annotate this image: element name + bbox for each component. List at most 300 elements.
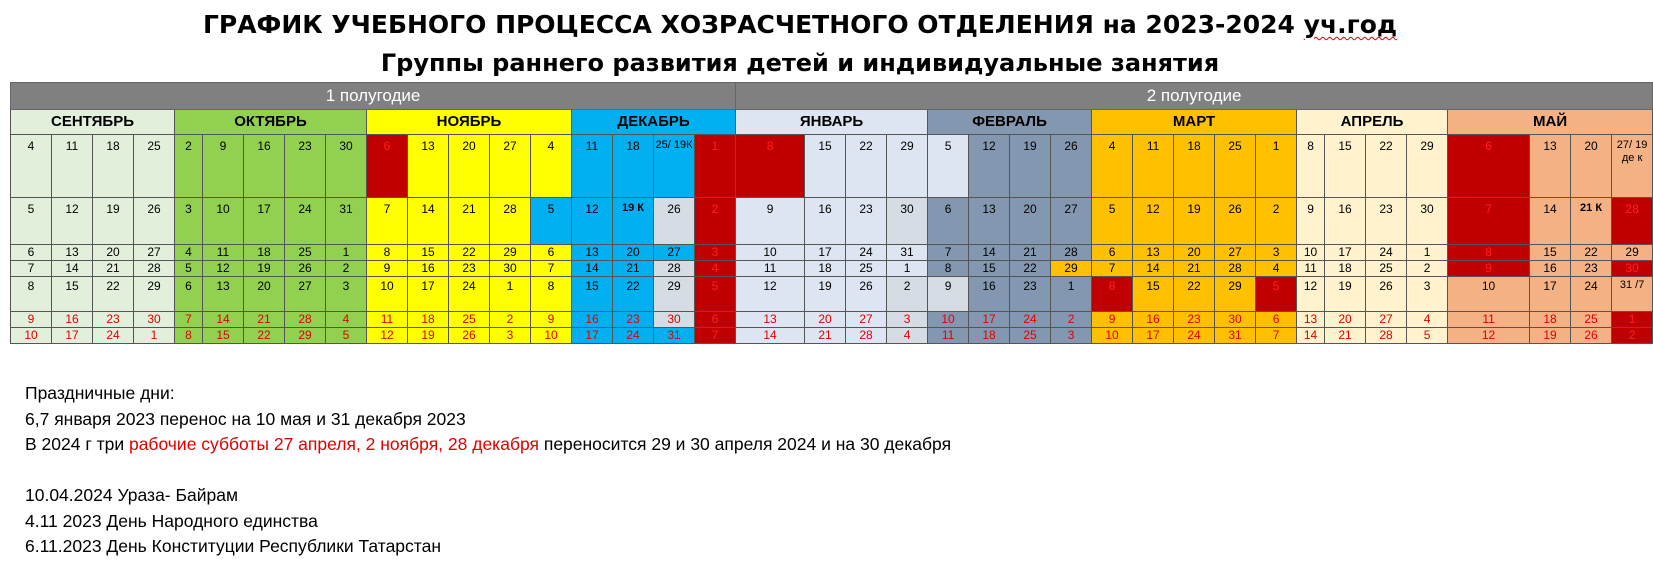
day-cell: 1 <box>887 261 928 277</box>
week-row <box>11 261 1653 277</box>
day-cell: 18 <box>969 328 1010 344</box>
day-cell: 2 <box>695 198 736 245</box>
day-cell: 9 <box>928 277 969 312</box>
day-cell: 8 <box>1448 245 1530 261</box>
day-cell: 18 <box>613 135 654 198</box>
day-cell: 24 <box>846 245 887 261</box>
day-cell: 27 <box>1215 245 1256 261</box>
day-cell: 28 <box>1215 261 1256 277</box>
day-cell: 3 <box>887 312 928 328</box>
day-cell: 17 <box>969 312 1010 328</box>
day-cell: 10 <box>11 328 52 344</box>
notes-spacer <box>25 458 951 484</box>
day-cell: 7 <box>367 198 408 245</box>
day-cell: 22 <box>449 245 490 261</box>
day-cell: 23 <box>846 198 887 245</box>
day-cell: 27/ 19 де к <box>1612 135 1653 198</box>
day-cell: 1 <box>1256 135 1297 198</box>
day-cell: 13 <box>572 245 613 261</box>
day-cell: 22 <box>1174 277 1215 312</box>
day-cell: 23 <box>285 135 326 198</box>
day-cell: 18 <box>805 261 846 277</box>
day-cell: 9 <box>367 261 408 277</box>
day-cell: 26 <box>285 261 326 277</box>
day-cell: 14 <box>736 328 805 344</box>
day-cell: 28 <box>1366 328 1407 344</box>
day-cell: 11 <box>736 261 805 277</box>
day-cell: 9 <box>11 312 52 328</box>
day-cell: 24 <box>1571 277 1612 312</box>
day-cell: 25 <box>449 312 490 328</box>
day-cell: 3 <box>1051 328 1092 344</box>
day-cell: 13 <box>203 277 244 312</box>
day-cell: 14 <box>969 245 1010 261</box>
month-header-dec: ДЕКАБРЬ <box>572 110 736 135</box>
day-cell: 20 <box>613 245 654 261</box>
day-cell: 17 <box>408 277 449 312</box>
day-cell: 11 <box>1133 135 1174 198</box>
day-cell: 13 <box>1297 312 1325 328</box>
month-header-oct: ОКТЯБРЬ <box>175 110 367 135</box>
holidays-notes <box>25 381 951 560</box>
day-cell: 13 <box>969 198 1010 245</box>
day-cell: 13 <box>1530 135 1571 198</box>
day-cell: 29 <box>1051 261 1092 277</box>
day-cell: 30 <box>1215 312 1256 328</box>
day-cell: 23 <box>1010 277 1051 312</box>
day-cell: 13 <box>52 245 93 261</box>
day-cell: 29 <box>490 245 531 261</box>
day-cell: 31 <box>326 198 367 245</box>
day-cell: 20 <box>244 277 285 312</box>
day-cell: 3 <box>326 277 367 312</box>
day-cell: 21 <box>449 198 490 245</box>
day-cell: 25 <box>1215 135 1256 198</box>
day-cell: 16 <box>1530 261 1571 277</box>
day-cell: 9 <box>203 135 244 198</box>
day-cell: 29 <box>134 277 175 312</box>
day-cell: 28 <box>490 198 531 245</box>
day-cell: 15 <box>408 245 449 261</box>
day-cell: 27 <box>490 135 531 198</box>
day-cell: 7 <box>1092 261 1133 277</box>
day-cell: 4 <box>11 135 52 198</box>
day-cell: 30 <box>654 312 695 328</box>
day-cell: 17 <box>572 328 613 344</box>
day-cell: 11 <box>1448 312 1530 328</box>
notes-heading: Праздничные дни: <box>25 383 175 403</box>
day-cell: 21 <box>93 261 134 277</box>
day-cell: 14 <box>1297 328 1325 344</box>
day-cell: 17 <box>805 245 846 261</box>
day-cell: 16 <box>408 261 449 277</box>
day-cell: 20 <box>1571 135 1612 198</box>
day-cell: 18 <box>408 312 449 328</box>
day-cell: 28 <box>1051 245 1092 261</box>
month-header-nov: НОЯБРЬ <box>367 110 572 135</box>
schedule-table <box>10 82 1653 344</box>
day-cell: 15 <box>572 277 613 312</box>
day-cell: 6 <box>928 198 969 245</box>
day-cell: 25 <box>1366 261 1407 277</box>
day-cell: 16 <box>52 312 93 328</box>
day-cell: 29 <box>1612 245 1653 261</box>
day-cell: 1 <box>134 328 175 344</box>
note-line-3: 10.04.2024 Ураза- Байрам <box>25 485 238 505</box>
day-cell: 16 <box>805 198 846 245</box>
day-cell: 22 <box>93 277 134 312</box>
day-cell: 14 <box>572 261 613 277</box>
day-cell: 25 <box>1571 312 1612 328</box>
day-cell: 18 <box>1530 312 1571 328</box>
day-cell: 1 <box>1612 312 1653 328</box>
day-cell: 22 <box>244 328 285 344</box>
day-cell: 3 <box>1407 277 1448 312</box>
day-cell: 23 <box>613 312 654 328</box>
day-cell: 19 <box>1010 135 1051 198</box>
day-cell: 6 <box>1256 312 1297 328</box>
day-cell: 9 <box>1297 198 1325 245</box>
note-line-4: 4.11 2023 День Народного единства <box>25 510 318 531</box>
day-cell: 8 <box>736 135 805 198</box>
day-cell: 23 <box>449 261 490 277</box>
day-cell: 16 <box>572 312 613 328</box>
day-cell: 29 <box>1215 277 1256 312</box>
day-cell: 18 <box>1174 135 1215 198</box>
day-cell: 5 <box>1407 328 1448 344</box>
day-cell: 12 <box>736 277 805 312</box>
page-title <box>0 10 1600 39</box>
day-cell: 24 <box>285 198 326 245</box>
day-cell: 2 <box>1407 261 1448 277</box>
day-cell: 9 <box>1448 261 1530 277</box>
page-subtitle: Группы раннего развития детей и индивидуальные занятия <box>380 49 1220 77</box>
day-cell: 21 <box>1325 328 1366 344</box>
day-cell: 19 <box>1174 198 1215 245</box>
day-cell: 5 <box>695 277 736 312</box>
day-cell: 6 <box>175 277 203 312</box>
day-cell: 4 <box>326 312 367 328</box>
day-cell: 27 <box>134 245 175 261</box>
day-cell: 29 <box>887 135 928 198</box>
day-cell: 27 <box>1051 198 1092 245</box>
day-cell: 15 <box>203 328 244 344</box>
day-cell: 5 <box>928 135 969 198</box>
week-row <box>11 328 1653 344</box>
day-cell: 6 <box>367 135 408 198</box>
week-row <box>11 277 1653 312</box>
day-cell: 25 <box>134 135 175 198</box>
month-header-mar: МАРТ <box>1092 110 1297 135</box>
day-cell: 31 /7 <box>1612 277 1653 312</box>
day-cell: 21 <box>244 312 285 328</box>
day-cell: 8 <box>11 277 52 312</box>
day-cell: 11 <box>928 328 969 344</box>
day-cell: 23 <box>93 312 134 328</box>
week-row <box>11 245 1653 261</box>
day-cell: 18 <box>1325 261 1366 277</box>
day-cell: 26 <box>1215 198 1256 245</box>
day-cell: 13 <box>408 135 449 198</box>
day-cell: 10 <box>1092 328 1133 344</box>
day-cell: 31 <box>654 328 695 344</box>
day-cell: 4 <box>531 135 572 198</box>
day-cell: 26 <box>654 198 695 245</box>
day-cell: 16 <box>1133 312 1174 328</box>
day-cell: 6 <box>11 245 52 261</box>
month-header-feb: ФЕВРАЛЬ <box>928 110 1092 135</box>
day-cell: 30 <box>1407 198 1448 245</box>
day-cell: 15 <box>1133 277 1174 312</box>
day-cell: 8 <box>928 261 969 277</box>
day-cell: 7 <box>175 312 203 328</box>
day-cell: 20 <box>1174 245 1215 261</box>
day-cell: 10 <box>928 312 969 328</box>
day-cell: 13 <box>1133 245 1174 261</box>
day-cell: 30 <box>134 312 175 328</box>
day-cell: 23 <box>1571 261 1612 277</box>
day-cell: 9 <box>531 312 572 328</box>
day-cell: 29 <box>654 277 695 312</box>
day-cell: 2 <box>887 277 928 312</box>
day-cell: 5 <box>531 198 572 245</box>
day-cell: 12 <box>969 135 1010 198</box>
day-cell: 10 <box>367 277 408 312</box>
day-cell: 28 <box>846 328 887 344</box>
day-cell: 17 <box>52 328 93 344</box>
day-cell: 30 <box>326 135 367 198</box>
day-cell: 9 <box>1092 312 1133 328</box>
day-cell: 7 <box>1256 328 1297 344</box>
day-cell: 16 <box>244 135 285 198</box>
day-cell: 19 <box>408 328 449 344</box>
day-cell: 28 <box>285 312 326 328</box>
day-cell: 22 <box>1010 261 1051 277</box>
day-cell: 26 <box>846 277 887 312</box>
day-cell: 1 <box>1407 245 1448 261</box>
day-cell: 8 <box>367 245 408 261</box>
day-cell: 14 <box>203 312 244 328</box>
day-cell: 2 <box>490 312 531 328</box>
note-line-1: 6,7 января 2023 перенос на 10 мая и 31 декабря 2023 <box>25 408 466 429</box>
day-cell: 6 <box>1092 245 1133 261</box>
day-cell: 30 <box>887 198 928 245</box>
day-cell: 1 <box>1051 277 1092 312</box>
day-cell: 4 <box>175 245 203 261</box>
day-cell: 26 <box>1051 135 1092 198</box>
day-cell: 1 <box>326 245 367 261</box>
day-cell: 28 <box>654 261 695 277</box>
day-cell: 19 <box>244 261 285 277</box>
day-cell: 4 <box>1256 261 1297 277</box>
day-cell: 4 <box>887 328 928 344</box>
day-cell: 19 К <box>613 198 654 245</box>
day-cell: 25 <box>1010 328 1051 344</box>
day-cell: 21 К <box>1571 198 1612 245</box>
day-cell: 2 <box>326 261 367 277</box>
day-cell: 25 <box>846 261 887 277</box>
day-cell: 26 <box>1366 277 1407 312</box>
day-cell: 30 <box>490 261 531 277</box>
semester-2-header: 2 полугодие <box>736 83 1653 110</box>
day-cell: 20 <box>449 135 490 198</box>
day-cell: 8 <box>1092 277 1133 312</box>
day-cell: 28 <box>134 261 175 277</box>
day-cell: 24 <box>449 277 490 312</box>
day-cell: 9 <box>736 198 805 245</box>
day-cell: 17 <box>1133 328 1174 344</box>
day-cell: 18 <box>93 135 134 198</box>
day-cell: 10 <box>1297 245 1325 261</box>
day-cell: 27 <box>285 277 326 312</box>
day-cell: 24 <box>93 328 134 344</box>
day-cell: 7 <box>11 261 52 277</box>
day-cell: 7 <box>928 245 969 261</box>
day-cell: 23 <box>1174 312 1215 328</box>
note-highlight: рабочие субботы 27 апреля, 2 ноября, 28 декабря <box>128 434 539 454</box>
note-line-2: В 2024 г три рабочие субботы 27 апреля, 2 ноября, 28 декабря переносится 29 и 30 апреля 2024 и на 30 декабря <box>25 434 952 454</box>
day-cell: 5 <box>1092 198 1133 245</box>
semester-1-header: 1 полугодие <box>11 83 736 110</box>
day-cell: 24 <box>1010 312 1051 328</box>
day-cell: 5 <box>175 261 203 277</box>
day-cell: 20 <box>1325 312 1366 328</box>
day-cell: 26 <box>449 328 490 344</box>
day-cell: 27 <box>846 312 887 328</box>
day-cell: 12 <box>572 198 613 245</box>
day-cell: 22 <box>1366 135 1407 198</box>
day-cell: 24 <box>1174 328 1215 344</box>
title-text: ГРАФИК УЧЕБНОГО ПРОЦЕССА ХОЗРАСЧЕТНОГО ОТДЕЛЕНИЯ на 2023-2024 <box>202 10 1304 39</box>
day-cell: 30 <box>1612 261 1653 277</box>
day-cell: 31 <box>887 245 928 261</box>
day-cell: 17 <box>1530 277 1571 312</box>
day-cell: 7 <box>1448 198 1530 245</box>
day-cell: 19 <box>1325 277 1366 312</box>
day-cell: 15 <box>969 261 1010 277</box>
day-cell: 16 <box>1325 198 1366 245</box>
day-cell: 14 <box>52 261 93 277</box>
day-cell: 3 <box>490 328 531 344</box>
day-cell: 3 <box>175 198 203 245</box>
day-cell: 8 <box>175 328 203 344</box>
week-row <box>11 198 1653 245</box>
day-cell: 17 <box>1325 245 1366 261</box>
day-cell: 2 <box>175 135 203 198</box>
day-cell: 2 <box>1256 198 1297 245</box>
day-cell: 17 <box>244 198 285 245</box>
day-cell: 12 <box>203 261 244 277</box>
day-cell: 23 <box>1366 198 1407 245</box>
day-cell: 13 <box>736 312 805 328</box>
day-cell: 8 <box>1297 135 1325 198</box>
day-cell: 21 <box>1010 245 1051 261</box>
day-cell: 5 <box>11 198 52 245</box>
day-cell: 12 <box>1133 198 1174 245</box>
day-cell: 11 <box>1297 261 1325 277</box>
day-cell: 16 <box>969 277 1010 312</box>
day-cell: 6 <box>695 312 736 328</box>
semester-header-row <box>11 83 1653 110</box>
day-cell: 4 <box>1092 135 1133 198</box>
day-cell: 12 <box>1448 328 1530 344</box>
day-cell: 27 <box>1366 312 1407 328</box>
day-cell: 22 <box>613 277 654 312</box>
day-cell: 11 <box>203 245 244 261</box>
day-cell: 1 <box>695 135 736 198</box>
day-cell: 19 <box>1530 328 1571 344</box>
day-cell: 14 <box>1133 261 1174 277</box>
day-cell: 11 <box>572 135 613 198</box>
day-cell: 22 <box>846 135 887 198</box>
day-cell: 4 <box>1407 312 1448 328</box>
month-header-row <box>11 110 1653 135</box>
day-cell: 28 <box>1612 198 1653 245</box>
day-cell: 2 <box>1612 328 1653 344</box>
month-header-may: МАЙ <box>1448 110 1653 135</box>
day-cell: 19 <box>805 277 846 312</box>
title-year-abbr: уч.год <box>1303 10 1398 39</box>
day-cell: 27 <box>654 245 695 261</box>
month-header-apr: АПРЕЛЬ <box>1297 110 1448 135</box>
day-cell: 22 <box>1571 245 1612 261</box>
day-cell: 25/ 19К <box>654 135 695 198</box>
day-cell: 15 <box>805 135 846 198</box>
day-cell: 15 <box>52 277 93 312</box>
week-row <box>11 312 1653 328</box>
day-cell: 24 <box>613 328 654 344</box>
day-cell: 26 <box>134 198 175 245</box>
day-cell: 6 <box>531 245 572 261</box>
day-cell: 2 <box>1051 312 1092 328</box>
day-cell: 14 <box>408 198 449 245</box>
day-cell: 24 <box>1366 245 1407 261</box>
day-cell: 5 <box>1256 277 1297 312</box>
day-cell: 29 <box>285 328 326 344</box>
day-cell: 4 <box>695 261 736 277</box>
day-cell: 15 <box>1325 135 1366 198</box>
day-cell: 3 <box>695 245 736 261</box>
note-line-5: 6.11.2023 День Конституции Республики Татарстан <box>25 536 442 556</box>
day-cell: 11 <box>52 135 93 198</box>
day-cell: 10 <box>736 245 805 261</box>
day-cell: 19 <box>93 198 134 245</box>
day-cell: 29 <box>1407 135 1448 198</box>
day-cell: 8 <box>531 277 572 312</box>
day-cell: 1 <box>490 277 531 312</box>
day-cell: 14 <box>1530 198 1571 245</box>
day-cell: 12 <box>1297 277 1325 312</box>
day-cell: 7 <box>695 328 736 344</box>
day-cell: 3 <box>1256 245 1297 261</box>
day-cell: 20 <box>93 245 134 261</box>
day-cell: 15 <box>1530 245 1571 261</box>
day-cell: 20 <box>805 312 846 328</box>
month-header-jan: ЯНВАРЬ <box>736 110 928 135</box>
day-cell: 10 <box>531 328 572 344</box>
day-cell: 12 <box>367 328 408 344</box>
day-cell: 7 <box>531 261 572 277</box>
month-header-sep: СЕНТЯБРЬ <box>11 110 175 135</box>
week-row <box>11 135 1653 198</box>
day-cell: 5 <box>326 328 367 344</box>
day-cell: 21 <box>1174 261 1215 277</box>
day-cell: 10 <box>203 198 244 245</box>
day-cell: 6 <box>1448 135 1530 198</box>
day-cell: 25 <box>285 245 326 261</box>
day-cell: 12 <box>52 198 93 245</box>
day-cell: 21 <box>805 328 846 344</box>
